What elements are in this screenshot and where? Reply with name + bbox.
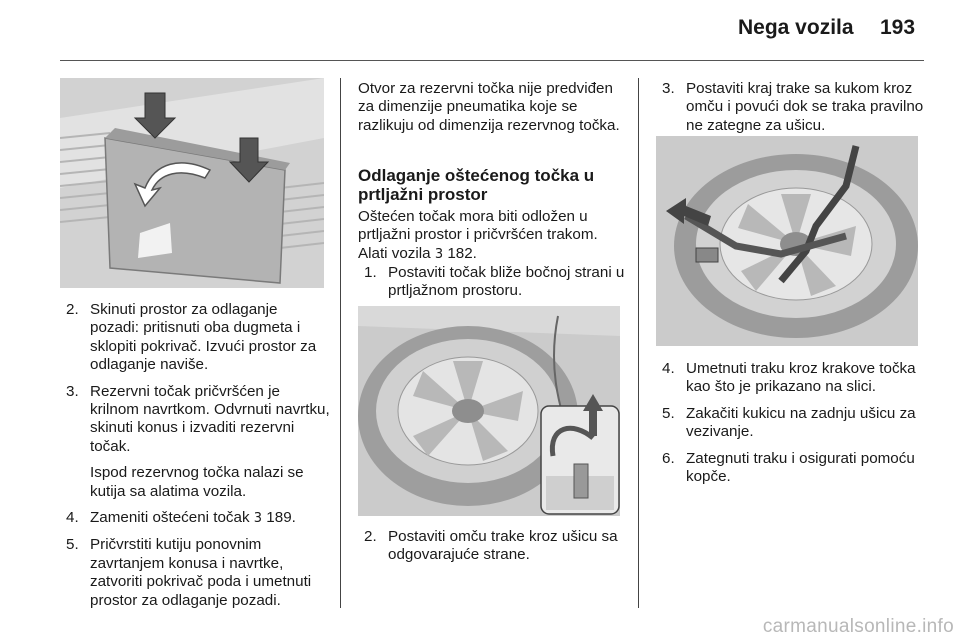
page-reference-icon: 3 bbox=[253, 511, 263, 527]
figure-wheel-strap-eyelet bbox=[358, 306, 620, 516]
page-title: Nega vozila bbox=[738, 16, 854, 39]
page-reference-link[interactable]: 182. bbox=[447, 244, 477, 262]
list-item: 1. Postaviti točak bliže bočnoj strani u prtljažnom prostoru. bbox=[364, 264, 625, 300]
page-reference-icon: 3 bbox=[434, 246, 444, 262]
list-item: 4. Umetnuti traku kroz krakove točka kao što je prikazano na slici. bbox=[662, 360, 916, 396]
watermark: carmanualsonline.info bbox=[762, 616, 954, 637]
figure-strap-through-spokes bbox=[656, 136, 918, 346]
list-item: 3. Rezervni točak pričvršćen je krilnom navrtkom. Odvrnuti navrtku, skinuti konus i izvaditi rezervni točak. Ispod rezervnog točka nalazi se kutija sa alatima vozila. bbox=[66, 382, 330, 500]
header-divider bbox=[60, 60, 924, 61]
section-heading: Odlaganje oštećenog točka u prtljažni prostor bbox=[358, 166, 595, 204]
column3-steps-b bbox=[662, 360, 924, 494]
list-item: 5. Zakačiti kukicu na zadnju ušicu za vezivanje. bbox=[662, 404, 916, 441]
page-number: 193 bbox=[880, 16, 916, 39]
list-item: 6. Zategnuti traku i osigurati pomoću kopče. bbox=[662, 449, 915, 486]
column3-steps-a bbox=[662, 80, 924, 143]
list-item: 2. Postaviti omču trake kroz ušicu sa odgovarajuće strane. bbox=[364, 528, 618, 564]
page-reference-link[interactable]: 189. bbox=[266, 509, 296, 527]
figure-storage-compartment bbox=[60, 78, 324, 288]
column-divider-right bbox=[638, 78, 639, 608]
column1-steps bbox=[66, 301, 330, 618]
list-item: 2. Skinuti prostor za odlaganje pozadi: pritisnuti oba dugmeta i sklopiti pokrivač. Izvući prostor za odlaganje naviše. bbox=[66, 301, 317, 374]
body-paragraph: Oštećen točak mora biti odložen u prtljažni prostor i pričvršćen trakom. Alati vozila 3 182. bbox=[358, 208, 598, 262]
list-item: 5. Pričvrstiti kutiju ponovnim zavrtanjem konusa i navrtke, zatvoriti pokrivač poda i umetnuti prostor za odlaganje pozadi. bbox=[66, 536, 312, 609]
column2-steps-a bbox=[364, 264, 626, 309]
column2-steps-b bbox=[364, 528, 626, 573]
list-item: 3. Postaviti kraj trake sa kukom kroz omču i povući dok se traka pravilno ne zategne za ušicu. bbox=[662, 80, 924, 134]
column-divider-left bbox=[340, 78, 341, 608]
intro-paragraph: Otvor za rezervni točka nije predviđen za dimenzije pneumatika koje se razlikuju od dimenzija rezervnog točka. bbox=[358, 80, 620, 134]
list-item: 4. Zameniti oštećeni točak 3 189. bbox=[66, 509, 296, 527]
